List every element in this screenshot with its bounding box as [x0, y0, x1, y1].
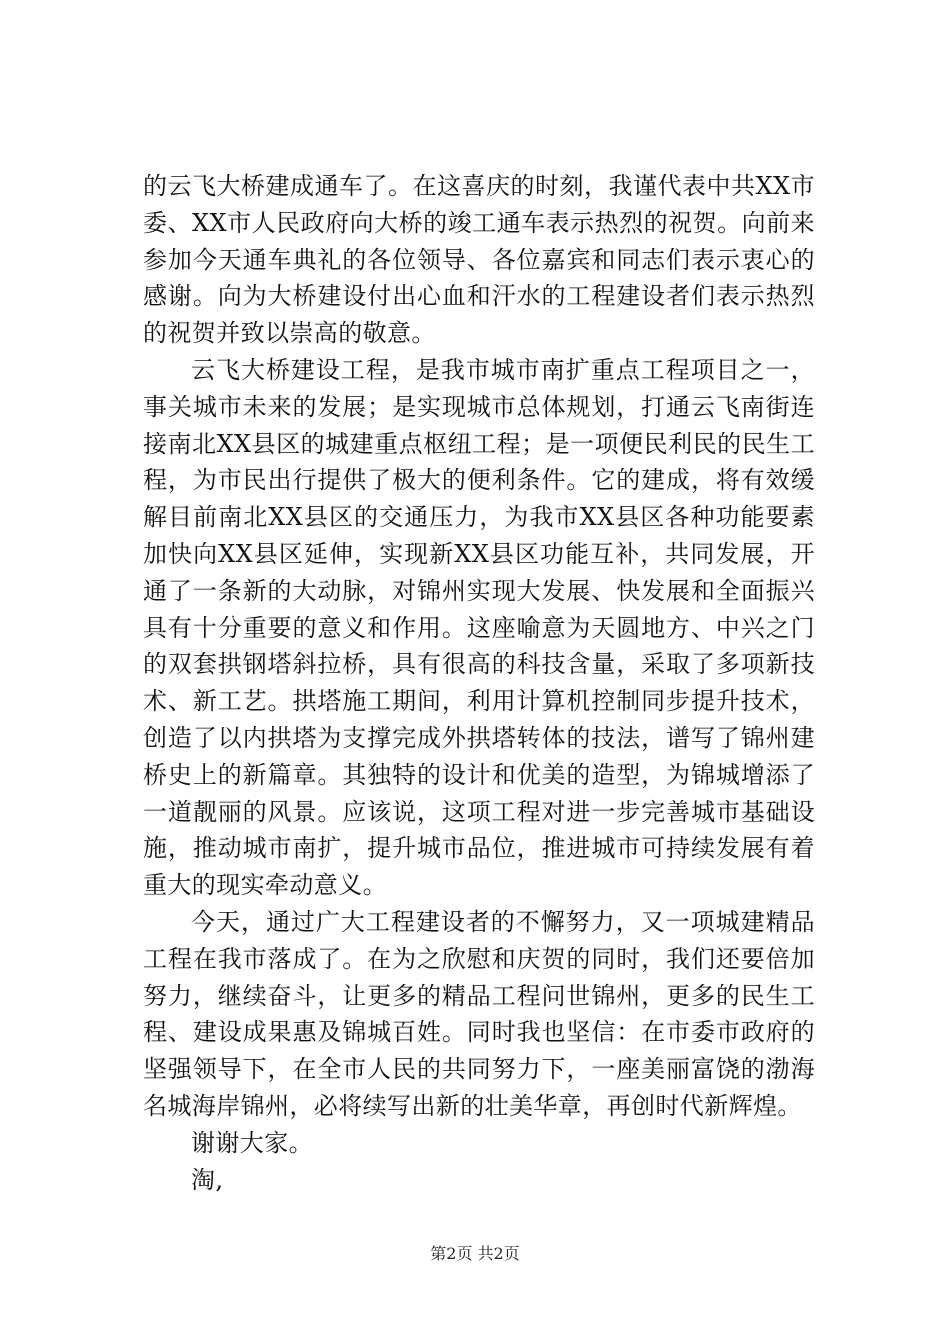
paragraph-trailing-fragment: 淘,: [191, 1165, 224, 1194]
paragraph-bridge-significance: 云飞大桥建设工程，是我市城市南扩重点工程项目之一，事关城市未来的发展；是实现城市总体规划，打通云飞南街连接南北XX县区的城建重点枢纽工程；是一项便民利民的民生工程，为市民出行提供了极大的便利条件。它的建成，将有效缓解目前南北XX县区的交通压力，为我市XX县区各种功能要素加快向XX县区延伸，实现新XX县区功能互补，共同发展，开通了一条新的大动脉，对锦州实现大发展、快发展和全面振兴具有十分重要的意义和作用。这座喻意为天圆地方、中兴之门的双套拱钢塔斜拉桥，具有很高的科技含量，采取了多项新技术、新工艺。拱塔施工期间，利用计算机控制同步提升技术，创造了以内拱塔为支撑完成外拱塔转体的技法，谱写了锦州建桥史上的新篇章。其独特的设计和优美的造型，为锦城增添了一道靓丽的风景。应该说，这项工程对进一步完善城市基础设施，推动城市南扩，提升城市品位，推进城市可持续发展有着重大的现实牵动意义。: [143, 355, 815, 900]
paragraph-thanks: 谢谢大家。: [191, 1128, 313, 1157]
paragraph-closing-remarks: 今天，通过广大工程建设者的不懈努力，又一项城建精品工程在我市落成了。在为之欣慰和庆贺的同时，我们还要倍加努力，继续奋斗，让更多的精品工程问世锦州，更多的民生工程、建设成果惠及锦城百姓。同时我也坚信：在市委市政府的坚强领导下，在全市人民的共同努力下，一座美丽富饶的渤海名城海岸锦州，必将续写出新的壮美华章，再创时代新辉煌。: [143, 907, 815, 1120]
document-body: [143, 168, 815, 1198]
page-number: 第2页 共2页: [430, 1244, 520, 1263]
page-footer: [0, 1243, 950, 1265]
paragraph-opening: 的云飞大桥建成通车了。在这喜庆的时刻，我谨代表中共XX市委、XX市人民政府向大桥的竣工通车表示热烈的祝贺。向前来参加今天通车典礼的各位领导、各位嘉宾和同志们表示衷心的感谢。向为大桥建设付出心血和汗水的工程建设者们表示热烈的祝贺并致以崇高的敬意。: [143, 172, 815, 348]
